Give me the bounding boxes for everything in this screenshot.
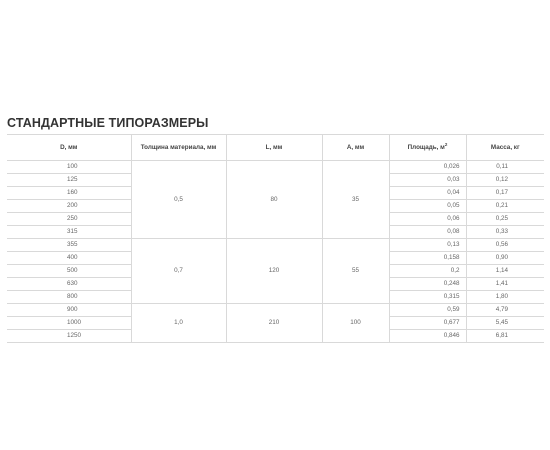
cell-mass: 5,45	[466, 317, 544, 330]
header-thickness: Толщина материала, мм	[131, 135, 226, 161]
cell-diameter: 100	[7, 161, 131, 174]
cell-area: 0,248	[389, 278, 466, 291]
cell-thickness: 0,7	[131, 239, 226, 304]
cell-mass: 0,21	[466, 200, 544, 213]
cell-diameter: 900	[7, 304, 131, 317]
cell-area: 0,315	[389, 291, 466, 304]
cell-diameter: 200	[7, 200, 131, 213]
header-length: L, мм	[226, 135, 322, 161]
table-row	[7, 304, 544, 317]
standard-sizes-table	[7, 134, 544, 343]
cell-area: 0,158	[389, 252, 466, 265]
cell-diameter: 1250	[7, 330, 131, 343]
cell-diameter: 125	[7, 174, 131, 187]
cell-diameter: 355	[7, 239, 131, 252]
cell-area: 0,026	[389, 161, 466, 174]
cell-area: 0,04	[389, 187, 466, 200]
table-header	[7, 135, 544, 161]
cell-area: 0,03	[389, 174, 466, 187]
cell-length: 80	[226, 161, 322, 239]
cell-diameter: 160	[7, 187, 131, 200]
header-diameter: D, мм	[7, 135, 131, 161]
cell-area: 0,13	[389, 239, 466, 252]
cell-area: 0,05	[389, 200, 466, 213]
cell-area: 0,59	[389, 304, 466, 317]
cell-mass: 1,14	[466, 265, 544, 278]
header-a: A, мм	[322, 135, 389, 161]
header-row	[7, 135, 544, 161]
cell-diameter: 800	[7, 291, 131, 304]
cell-diameter: 315	[7, 226, 131, 239]
cell-a: 35	[322, 161, 389, 239]
cell-mass: 6,81	[466, 330, 544, 343]
table-row	[7, 161, 544, 174]
cell-diameter: 500	[7, 265, 131, 278]
cell-mass: 4,79	[466, 304, 544, 317]
cell-length: 210	[226, 304, 322, 343]
cell-mass: 1,80	[466, 291, 544, 304]
header-area	[389, 135, 466, 161]
cell-a: 100	[322, 304, 389, 343]
header-area-superscript: 2	[444, 141, 448, 147]
cell-mass: 0,90	[466, 252, 544, 265]
cell-diameter: 630	[7, 278, 131, 291]
table-body	[7, 161, 544, 343]
table-row	[7, 239, 544, 252]
cell-area: 0,677	[389, 317, 466, 330]
cell-diameter: 400	[7, 252, 131, 265]
cell-mass: 0,25	[466, 213, 544, 226]
cell-diameter: 250	[7, 213, 131, 226]
header-mass: Масса, кг	[466, 135, 544, 161]
page-title: СТАНДАРТНЫЕ ТИПОРАЗМЕРЫ	[7, 116, 209, 130]
cell-a: 55	[322, 239, 389, 304]
cell-area: 0,08	[389, 226, 466, 239]
cell-area: 0,2	[389, 265, 466, 278]
header-area-label: Площадь, м	[407, 143, 445, 151]
cell-diameter: 1000	[7, 317, 131, 330]
cell-thickness: 0,5	[131, 161, 226, 239]
cell-thickness: 1,0	[131, 304, 226, 343]
cell-mass: 1,41	[466, 278, 544, 291]
cell-mass: 0,33	[466, 226, 544, 239]
cell-length: 120	[226, 239, 322, 304]
cell-mass: 0,56	[466, 239, 544, 252]
cell-mass: 0,17	[466, 187, 544, 200]
cell-area: 0,846	[389, 330, 466, 343]
cell-mass: 0,11	[466, 161, 544, 174]
cell-area: 0,06	[389, 213, 466, 226]
cell-mass: 0,12	[466, 174, 544, 187]
